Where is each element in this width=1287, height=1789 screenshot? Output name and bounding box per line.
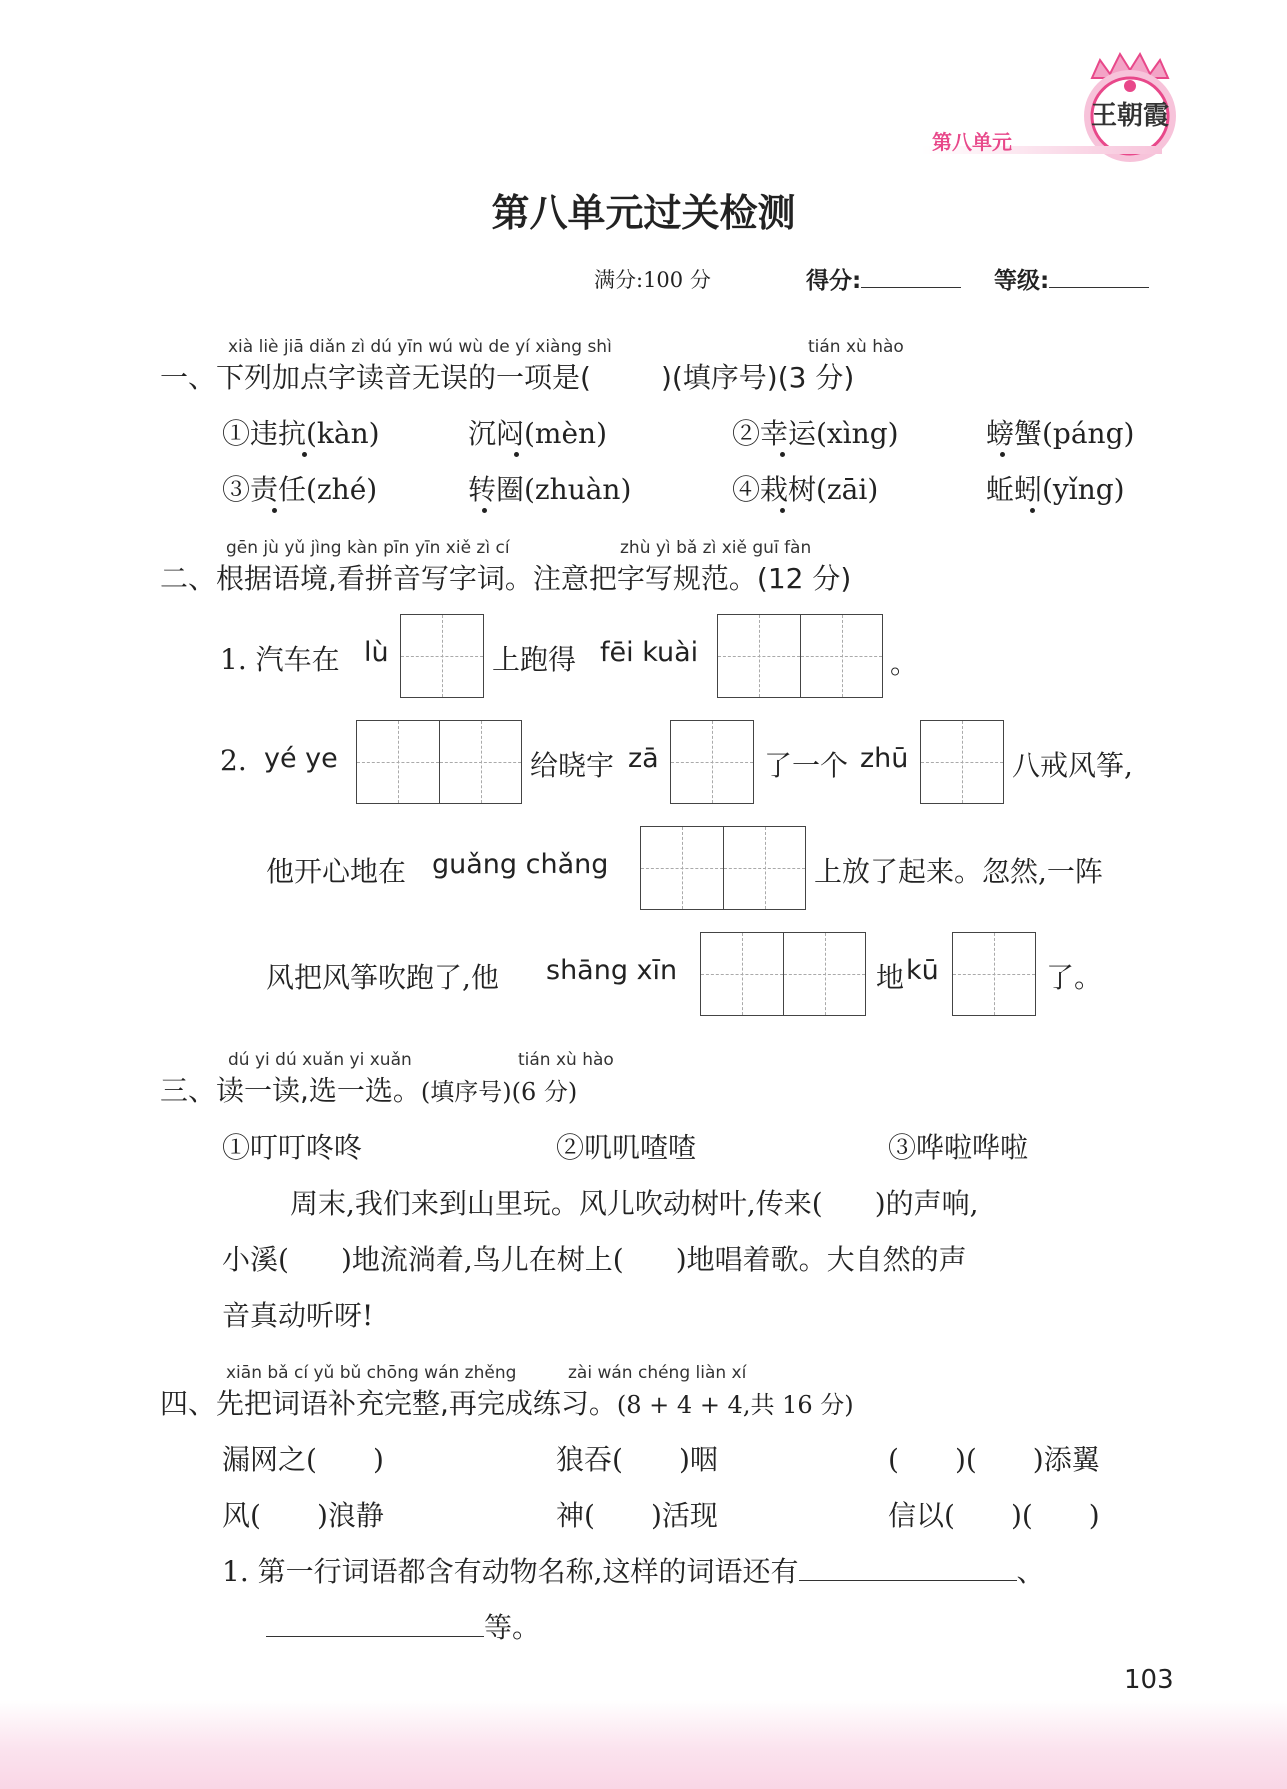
q3-text: 读一读,选一选。 [216, 1074, 421, 1107]
idiom-part: 狼吞( [556, 1443, 623, 1476]
q4-pinyin-b: zài wán chéng liàn xí [568, 1363, 747, 1383]
q2-s1-b: 上跑得 [492, 643, 577, 676]
q1-number: 一、 [160, 361, 217, 394]
grid-cell[interactable] [921, 721, 1003, 803]
page-number: 103 [1124, 1665, 1174, 1695]
q2-s1-end: 。 [890, 647, 919, 680]
idiom-part: 神( [556, 1499, 595, 1532]
q1-text-close: )(填序号)(3 分) [660, 361, 855, 394]
grid-cell[interactable] [718, 615, 800, 697]
q3-p2-b: )地流淌着,鸟儿在树上( [340, 1243, 624, 1276]
q2-s1-pinyin-2: fēi kuài [600, 637, 699, 668]
q1-item-1: ①违抗(kàn) [222, 417, 380, 450]
writing-grid[interactable] [920, 720, 1004, 804]
grid-cell[interactable] [357, 721, 439, 803]
q1-item-7: ④栽树(zāi) [732, 473, 879, 506]
q4-row1-idiom2 [556, 1438, 718, 1478]
q2-s2-pinyin-3: zhū [860, 743, 909, 774]
q4-text: 先把词语补充完整,再完成练习。 [216, 1387, 617, 1420]
ex1-answer-line-2[interactable] [266, 1612, 484, 1637]
q2-s1-pinyin-1: lù [364, 637, 389, 668]
grid-cell[interactable] [701, 933, 783, 1015]
full-score: 满分:100 分 [594, 268, 711, 292]
q2-s4-pinyin-1: shāng xīn [546, 955, 678, 986]
q2-pinyin-a: gēn jù yǔ jìng kàn pīn yīn xiě zì cí [226, 538, 510, 558]
q3-paragraph-3: 音真动听呀! [222, 1299, 374, 1332]
grid-cell[interactable] [723, 827, 805, 909]
q4-row2-idiom3 [888, 1494, 1100, 1534]
idiom-part: ( [888, 1443, 899, 1476]
q3-pinyin-b: tián xù hào [518, 1050, 614, 1070]
dot-mark [780, 452, 785, 457]
idiom-part: ) [372, 1443, 384, 1476]
q2-pinyin-b: zhù yì bǎ zì xiě guī fàn [620, 538, 812, 558]
grid-cell[interactable] [439, 721, 521, 803]
dot-mark [482, 508, 487, 513]
grade-label-text: 等级: [994, 268, 1050, 294]
q3-pinyin-a: dú yi dú xuǎn yi xuǎn [228, 1050, 412, 1070]
idiom-part: 信以( [888, 1499, 955, 1532]
idiom-part: 风( [222, 1499, 261, 1532]
q3-heading [160, 1069, 577, 1109]
q3-p1-b: )的声响, [874, 1187, 979, 1220]
ex1-sep: 、 [1016, 1555, 1045, 1588]
writing-grid[interactable] [717, 614, 883, 698]
q1-item-3: ②幸运(xìng) [732, 417, 899, 450]
idiom-part: )咽 [678, 1443, 718, 1476]
idiom-part: )( [1010, 1499, 1033, 1532]
idiom-part: ) [1088, 1499, 1100, 1532]
dot-mark [514, 452, 519, 457]
q1-heading [160, 356, 854, 396]
q2-s2-pinyin-2: zā [628, 743, 659, 774]
score-label-text: 得分: [806, 268, 862, 294]
q2-s3-b: 上放了起来。忽然,一阵 [814, 855, 1103, 888]
q3-p1-a: 周末,我们来到山里玩。风儿吹动树叶,传来( [290, 1187, 823, 1220]
grid-cell[interactable] [641, 827, 723, 909]
writing-grid[interactable] [700, 932, 866, 1016]
dot-mark [1000, 452, 1005, 457]
writing-grid[interactable] [640, 826, 806, 910]
grid-cell[interactable] [800, 615, 882, 697]
q4-number: 四、 [160, 1387, 217, 1420]
q2-s4-c: 了。 [1046, 961, 1103, 994]
q4-heading [160, 1382, 854, 1422]
q1-item-6: 转圈(zhuàn) [468, 473, 632, 506]
q3-number: 三、 [160, 1074, 217, 1107]
q2-s4-b: 地 [876, 961, 905, 994]
logo-text: 王朝霞 [1090, 101, 1169, 131]
q4-row1-idiom3 [888, 1438, 1100, 1478]
q1-item-8: 蚯蚓(yǐng) [986, 473, 1125, 506]
dot-mark [302, 452, 307, 457]
score-label [806, 262, 961, 295]
unit-tag: 第八单元 [932, 130, 1012, 154]
q3-p2-c: )地唱着歌。大自然的声 [675, 1243, 967, 1276]
q3-option-2: ②叽叽喳喳 [556, 1131, 697, 1164]
ex1-end: 等。 [484, 1611, 541, 1644]
q2-number: 二、 [160, 562, 217, 595]
q1-pinyin-b: tián xù hào [808, 337, 904, 357]
q2-s4-a: 风把风筝吹跑了,他 [266, 961, 499, 994]
q4-exercise-1-cont [266, 1606, 540, 1646]
grid-cell[interactable] [953, 933, 1035, 1015]
dot-mark [780, 508, 785, 513]
q4-row1-idiom1 [222, 1438, 384, 1478]
idiom-part: 漏网之( [222, 1443, 317, 1476]
q2-s1-a: 1. 汽车在 [220, 643, 340, 676]
q1-item-5: ③责任(zhé) [222, 473, 378, 506]
idiom-part: )活现 [650, 1499, 718, 1532]
dot-mark [272, 508, 277, 513]
q2-s2-pinyin-1: yé ye [264, 743, 338, 774]
grid-cell[interactable] [401, 615, 483, 697]
q1-text: 下列加点字读音无误的一项是( [216, 361, 591, 394]
idiom-part: )添翼 [1032, 1443, 1100, 1476]
q4-exercise-1 [222, 1550, 1045, 1590]
q4-note: (8 + 4 + 4,共 16 分) [616, 1391, 854, 1419]
page-title: 第八单元过关检测 [491, 191, 796, 235]
writing-grid[interactable] [400, 614, 484, 698]
score-field[interactable] [861, 265, 961, 288]
dot-mark [1030, 508, 1035, 513]
grid-cell[interactable] [783, 933, 865, 1015]
writing-grid[interactable] [670, 720, 754, 804]
q2-s2-b: 给晓宇 [530, 749, 615, 782]
q3-note: (填序号)(6 分) [420, 1078, 578, 1106]
q3-paragraph-2 [222, 1238, 967, 1278]
grade-label [994, 262, 1149, 295]
ex1-text: 1. 第一行词语都含有动物名称,这样的词语还有 [222, 1555, 799, 1588]
grid-cell[interactable] [671, 721, 753, 803]
q4-row2-idiom1 [222, 1494, 384, 1534]
q4-pinyin-a: xiān bǎ cí yǔ bǔ chōng wán zhěng [226, 1363, 517, 1383]
idiom-part: )浪静 [316, 1499, 384, 1532]
idiom-part: )( [954, 1443, 977, 1476]
footer-band [0, 1700, 1287, 1789]
q1-item-4: 螃蟹(páng) [986, 417, 1135, 450]
writing-grid[interactable] [952, 932, 1036, 1016]
q3-option-1: ①叮叮咚咚 [222, 1131, 363, 1164]
grade-field[interactable] [1049, 265, 1149, 288]
q3-option-3: ③哗啦哗啦 [888, 1131, 1029, 1164]
q2-s2-a: 2. [220, 744, 247, 777]
q2-text: 根据语境,看拼音写字词。注意把字写规范。(12 分) [216, 562, 852, 595]
writing-grid[interactable] [356, 720, 522, 804]
q3-p2-a: 小溪( [222, 1243, 289, 1276]
q2-s3-pinyin: guǎng chǎng [432, 849, 609, 880]
ex1-answer-line-1[interactable] [799, 1556, 1017, 1581]
q1-item-2: 沉闷(mèn) [468, 417, 608, 450]
q1-pinyin-a: xià liè jiā diǎn zì dú yīn wú wù de yí xiàng shì [228, 337, 612, 357]
q3-paragraph-1 [290, 1182, 979, 1222]
q2-heading [160, 557, 851, 597]
q2-s4-pinyin-2: kū [906, 955, 939, 986]
q2-s2-d: 八戒风筝, [1012, 749, 1133, 782]
q4-row2-idiom2 [556, 1494, 718, 1534]
q2-s2-c: 了一个 [764, 749, 849, 782]
q2-s3-a: 他开心地在 [266, 855, 407, 888]
